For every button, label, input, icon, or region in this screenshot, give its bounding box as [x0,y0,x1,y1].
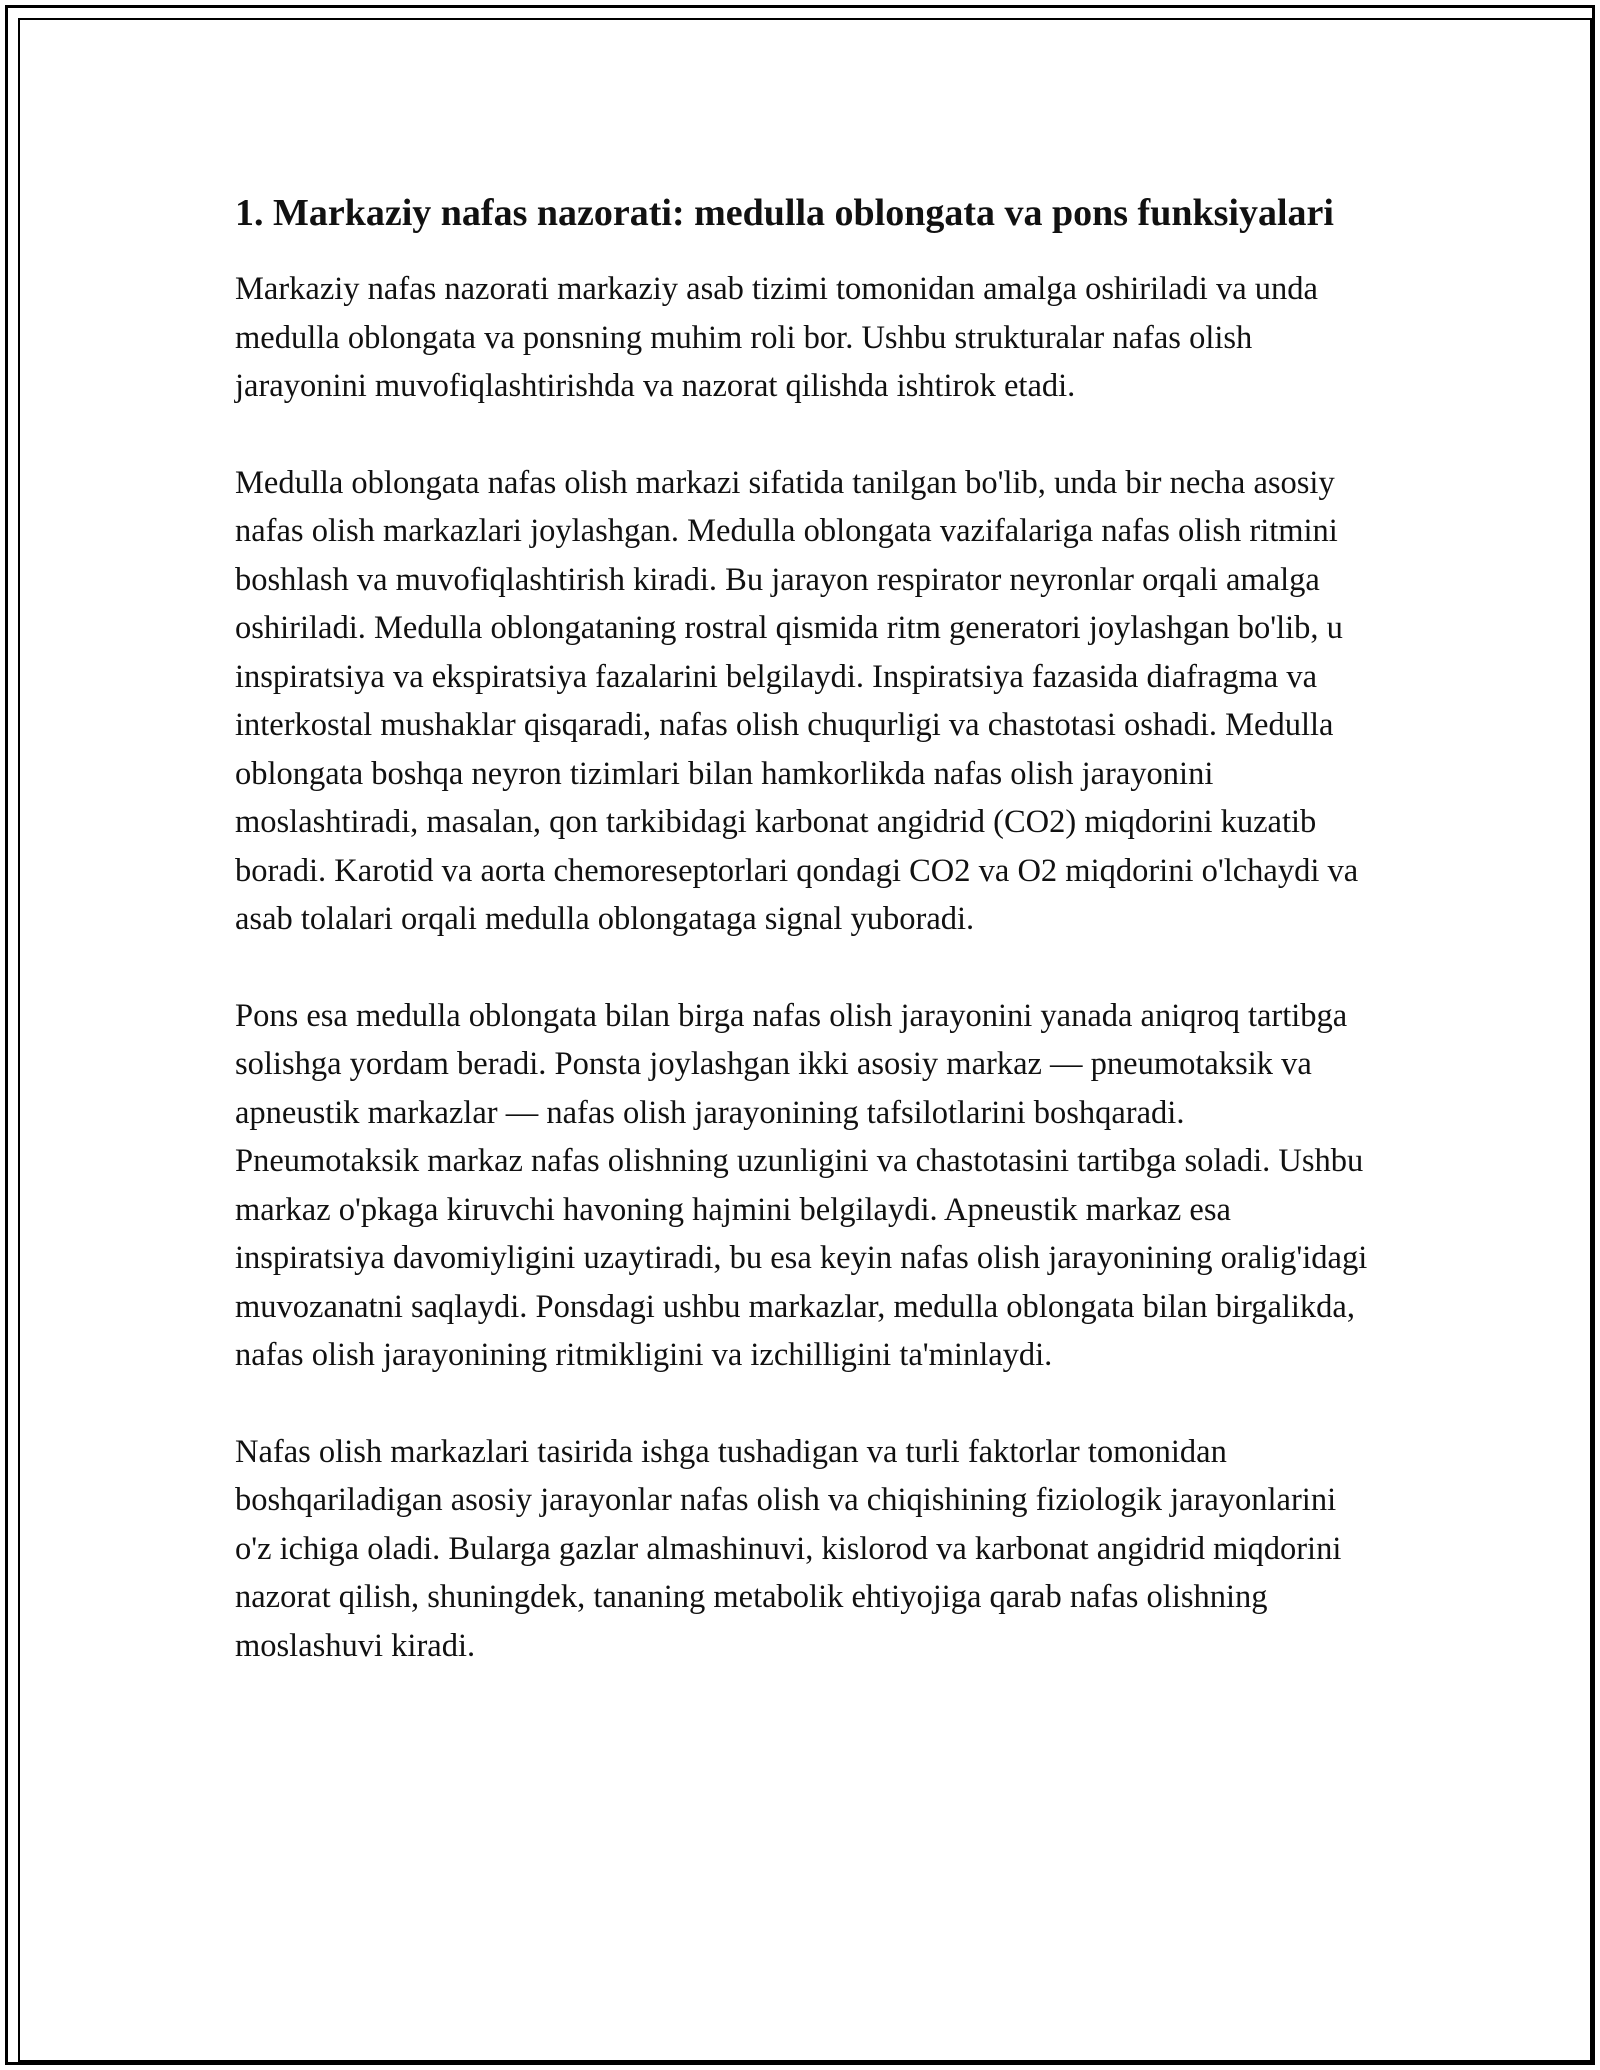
section-heading: 1. Markaziy nafas nazorati: medulla oblongata va pons funksiyalari [235,192,1334,234]
document-body [235,185,1370,1718]
paragraph-respiratory-processes: Nafas olish markazlari tasirida ishga tushadigan va turli faktorlar tomonidan boshqariladigan asosiy jarayonlar nafas olish va chiqishining fiziologik jarayonlarini o'z ichiga oladi. Bularga gazlar almashinuvi, kislorod va karbonat angidrid miqdorini nazorat qilish, shuningdek, tananing metabolik ehtiyojiga qarab nafas olishning moslashuvi kiradi. [235,1433,1342,1664]
paragraph-pons: Pons esa medulla oblongata bilan birga nafas olish jarayonini yanada aniqroq tartibga solishga yordam beradi. Ponsta joylashgan ikki asosiy markaz — pneumotaksik va apneustik markazlar — nafas olish jarayonining tafsilotlarini boshqaradi. Pneumotaksik markaz nafas olishning uzunligini va chastotasini tartibga soladi. Ushbu markaz o'pkaga kiruvchi havoning hajmini belgilaydi. Apneustik markaz esa inspiratsiya davomiyligini uzaytiradi, bu esa keyin nafas olish jarayonining oralig'idagi muvozanatni saqlaydi. Ponsdagi ushbu markazlar, medulla oblongata bilan birgalikda, nafas olish jarayonining ritmikligini va izchilligini ta'minlaydi. [235,997,1368,1373]
paragraph-intro: Markaziy nafas nazorati markaziy asab tizimi tomonidan amalga oshiriladi va unda medulla oblongata va ponsning muhim roli bor. Ushbu strukturalar nafas olish jarayonini muvofiqlashtirishda va nazorat qilishda ishtirok etadi. [235,271,1318,404]
paragraph-medulla-oblongata: Medulla oblongata nafas olish markazi sifatida tanilgan bo'lib, unda bir necha asosiy nafas olish markazlari joylashgan. Medulla oblongata vazifalariga nafas olish ritmini boshlash va muvofiqlashtirish kiradi. Bu jarayon respirator neyronlar orqali amalga oshiriladi. Medulla oblongataning rostral qismida ritm generatori joylashgan bo'lib, u inspiratsiya va ekspiratsiya fazalarini belgilaydi. Inspiratsiya fazasida diafragma va interkostal mushaklar qisqaradi, nafas olish chuqurligi va chastotasi oshadi. Medulla oblongata boshqa neyron tizimlari bilan hamkorlikda nafas olish jarayonini moslashtiradi, masalan, qon tarkibidagi karbonat angidrid (CO2) miqdorini kuzatib boradi. Karotid va aorta chemoreseptorlari qondagi CO2 va O2 miqdorini o'lchaydi va asab tolalari orqali medulla oblongataga signal yuboradi. [235,464,1359,937]
